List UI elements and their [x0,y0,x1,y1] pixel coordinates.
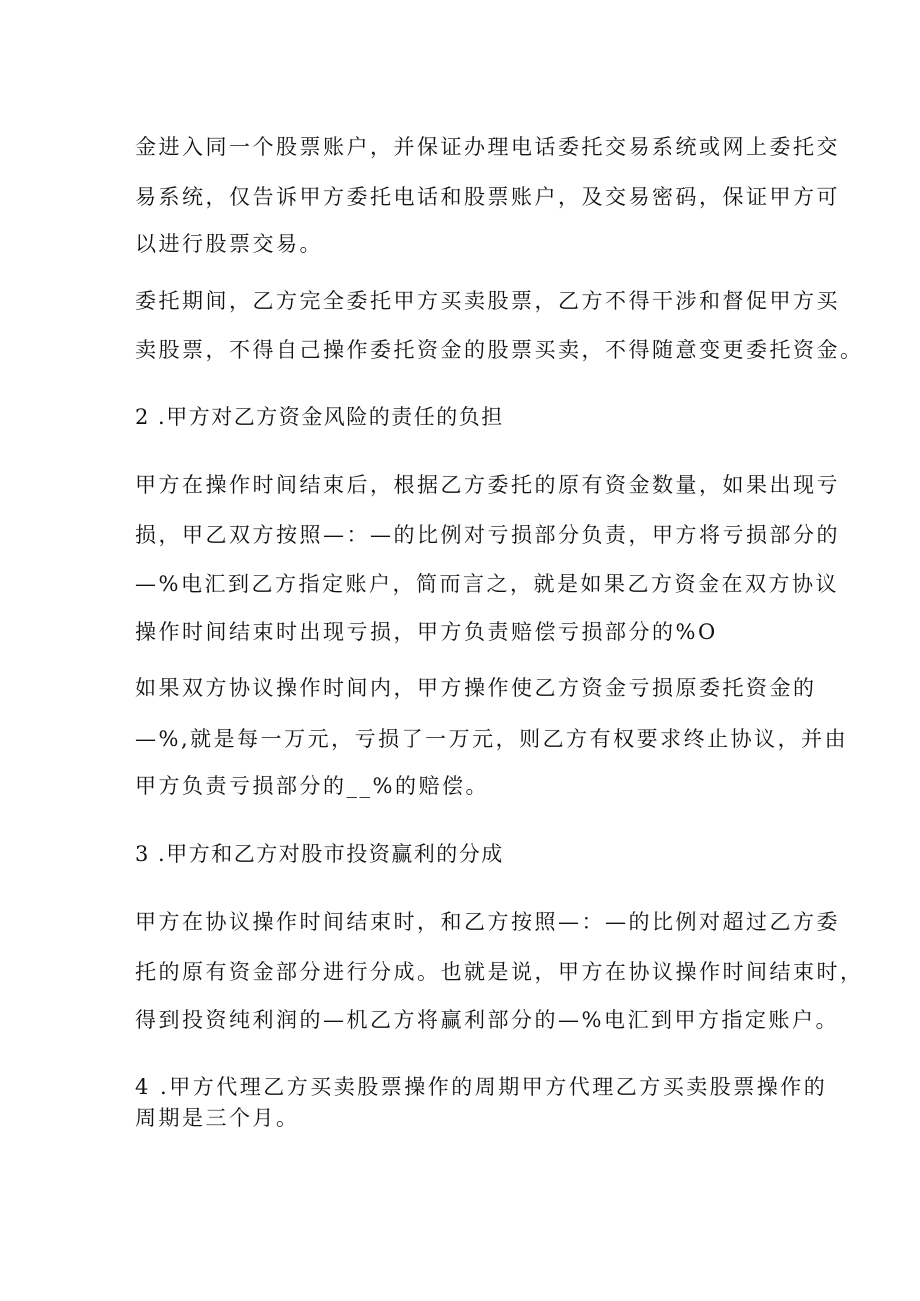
text-line: 托的原有资金部分进行分成。也就是说，甲方在协议操作时间结束时， [135,960,864,984]
section-title: 3 .甲方和乙方对股市投资赢利的分成 [135,842,504,866]
text-line: 得到投资纯利润的—机乙方将赢利部分的—%电汇到甲方指定账户。 [135,1008,839,1032]
text-line: 甲方在协议操作时间结束时，和乙方按照—：—的比例对超过乙方委 [135,910,840,934]
section-title: 2 .甲方对乙方资金风险的责任的负担 [135,405,504,429]
text-line: 操作时间结束时出现亏损，甲方负责赔偿亏损部分的%O [135,620,718,644]
text-line: 易系统，仅告诉甲方委托电话和股票账户，及交易密码，保证甲方可 [135,185,840,209]
text-line: 委托期间，乙方完全委托甲方买卖股票，乙方不得干涉和督促甲方买 [135,289,840,313]
text-line: —%电汇到乙方指定账户，简而言之，就是如果乙方资金在双方协议 [135,572,839,596]
text-line: 周期是三个月。 [135,1106,300,1130]
text-line: —%,就是每一万元，亏损了一万元，则乙方有权要求终止协议，并由 [135,727,849,751]
text-line: 卖股票，不得自己操作委托资金的股票买卖，不得随意变更委托资金。 [135,338,864,362]
text-line: 损，甲乙双方按照—：—的比例对亏损部分负责，甲方将亏损部分的 [135,523,840,547]
text-line: 如果双方协议操作时间内，甲方操作使乙方资金亏损原委托资金的 [135,676,817,700]
section-title: 4 .甲方代理乙方买卖股票操作的周期甲方代理乙方买卖股票操作的 [135,1075,828,1099]
text-line: 甲方负责亏损部分的__%的赔偿。 [135,774,489,798]
text-line: 金进入同一个股票账户，并保证办理电话委托交易系统或网上委托交 [135,135,840,159]
text-line: 甲方在操作时间结束后，根据乙方委托的原有资金数量，如果出现亏 [135,473,840,497]
text-line: 以进行股票交易。 [135,232,323,256]
